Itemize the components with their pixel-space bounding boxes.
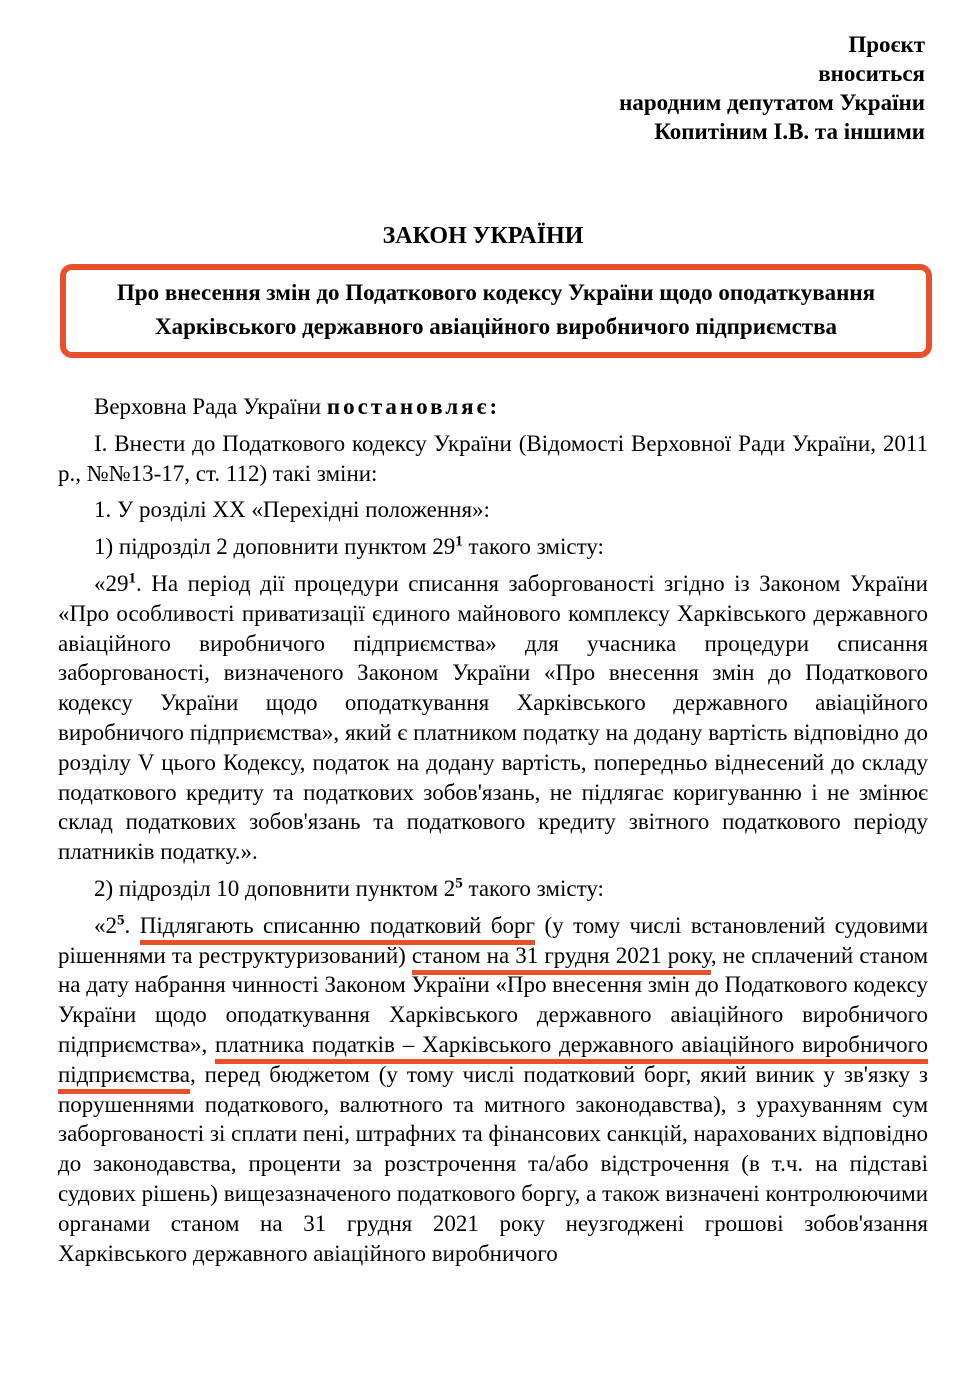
text-segment: . На період дії процедури списання заборгованості згідно із Законом України «Про особливості приватизації єдиного майнового комплексу Харківського державного авіаційного виробничого підприємства» для учасника процедури списання заборгованості, визначеного Законом України «Про внесення змін до Податкового кодексу України щодо оподаткування Харківського державного авіаційного виробничого підприємства», який є платником податку на додану вартість відповідно до розділу V цього Кодексу, податок на додану вартість, попередньо віднесений до складу податкового кредиту та податкових зобов'язань, не підлягає коригуванню і не змінює склад податкових зобов'язань та податкового кредиту звітного податкового періоду платників податку.». xyxy=(58,570,928,865)
text-segment: , не сплачений станом на дату набрання чинності Законом України «Про внесення змін до Податкового кодексу України щодо оподаткування Харківського державного авіаційного виробничого підприємства», xyxy=(58,942,928,1057)
law-heading: ЗАКОН УКРАЇНИ xyxy=(382,223,584,249)
red-underlined-text: Підлягають списанню податковий борг xyxy=(140,913,535,945)
text-segment: . xyxy=(124,912,140,938)
header-line-project: Проєкт xyxy=(848,32,925,57)
text-segment: 5 xyxy=(117,912,125,929)
paragraph-item-1 xyxy=(58,495,928,525)
text-segment: 1) підрозділ 2 доповнити пунктом 29 xyxy=(94,534,456,560)
header-line-author: Копитіним І.В. та іншими xyxy=(654,119,925,144)
text-segment: постановляє: xyxy=(326,394,501,419)
text-segment: I. Внести до Податкового кодексу України (Відомості Верховної Ради України, 2011 р., №№13-17, ст. 112) такі зміни: xyxy=(58,430,928,486)
text-segment: такого змісту: xyxy=(462,875,604,901)
red-underlined-text: станом на 31 грудня 2021 року xyxy=(412,943,711,975)
document-body xyxy=(58,392,928,1268)
paragraph-section-1 xyxy=(58,429,928,489)
title-highlight-box xyxy=(60,264,932,358)
paragraph-subitem-2 xyxy=(58,874,928,904)
text-segment: такого змісту: xyxy=(462,534,604,560)
header-line-deputy: народним депутатом України xyxy=(619,90,925,115)
text-segment: 1 xyxy=(455,533,463,550)
text-segment: , перед бюджетом (у тому числі податковий борг, який виник у зв'язку з порушеннями податкового, валютного та митного законодавства), з урахуванням сум заборгованості зі сплати пені, штрафних та фінансових санкцій, нарахованих відповідно до законодавства, проценти за розстрочення та/або відстрочення (в т.ч. на підставі судових рішень) вищезазначеного податкового боргу, а також визначені контролюючими органами станом на 31 грудня 2021 року неузгоджені грошові зобов'язання Харківського державного авіаційного виробничого xyxy=(58,1061,928,1266)
law-title: Про внесення змін до Податкового кодексу України щодо оподаткування Харківського державного авіаційного виробничого підприємства xyxy=(116,280,876,339)
text-segment: 1. У розділі XX «Перехідні положення»: xyxy=(94,497,490,523)
paragraph-point-2-5 xyxy=(58,911,928,1269)
paragraph-point-29-1 xyxy=(58,569,928,867)
paragraph-subitem-1 xyxy=(58,532,928,562)
submission-header xyxy=(0,0,966,146)
text-segment: (у тому числі встановлений судовими рішеннями та реструктуризований) xyxy=(58,912,928,968)
text-segment: «29 xyxy=(94,570,129,596)
preamble-paragraph xyxy=(58,392,928,422)
header-line-submitted: вноситься xyxy=(818,61,925,86)
text-segment: Верховна Рада України xyxy=(94,394,327,419)
red-underlined-text: платника податків – Харківського державного авіаційного виробничого підприємства xyxy=(58,1032,928,1094)
text-segment: 2) підрозділ 10 доповнити пунктом 2 xyxy=(94,875,456,901)
text-segment: «2 xyxy=(94,912,117,938)
text-segment: 1 xyxy=(128,570,136,587)
text-segment: 5 xyxy=(455,875,463,892)
